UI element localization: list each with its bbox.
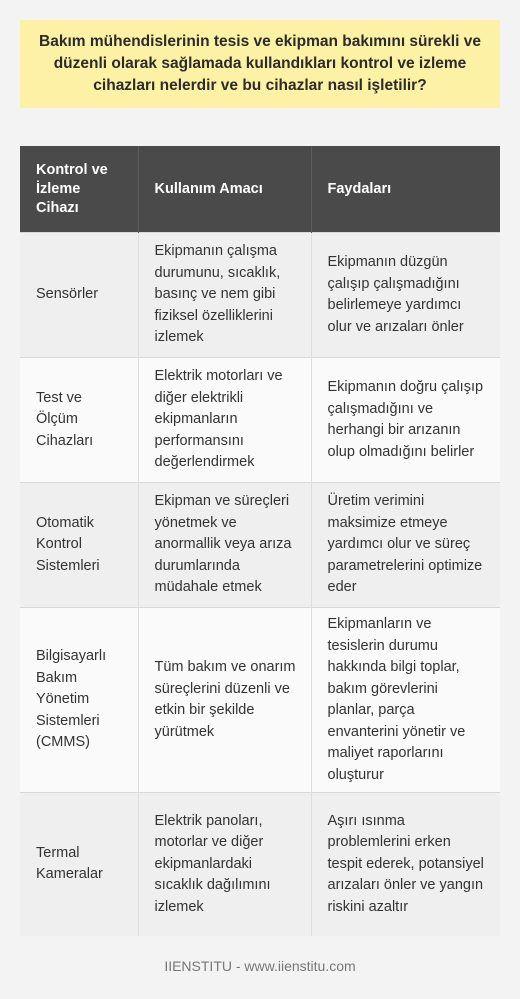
cell-benefit: Ekipmanların ve tesislerin durumu hakkında bilgi toplar, bakım görevlerini planlar, parça envanterini yönetir ve maliyet raporlarını oluşturur xyxy=(311,608,500,793)
table-header-row xyxy=(20,146,500,233)
table-row xyxy=(20,233,500,358)
cell-device: Sensörler xyxy=(20,233,138,358)
table-row xyxy=(20,483,500,608)
cell-device: Otomatik Kontrol Sistemleri xyxy=(20,483,138,608)
cell-benefit: Ekipmanın düzgün çalışıp çalışmadığını belirlemeye yardımcı olur ve arızaları önler xyxy=(311,233,500,358)
cell-benefit: Aşırı ısınma problemlerini erken tespit ederek, potansiyel arızaları önler ve yangın riskini azaltır xyxy=(311,793,500,936)
cell-device: Termal Kameralar xyxy=(20,793,138,936)
cell-purpose: Elektrik motorları ve diğer elektrikli ekipmanların performansını değerlendirmek xyxy=(138,358,311,483)
cell-device: Bilgisayarlı Bakım Yönetim Sistemleri (CMMS) xyxy=(20,608,138,793)
table-row xyxy=(20,358,500,483)
cell-purpose: Tüm bakım ve onarım süreçlerini düzenli ve etkin bir şekilde yürütmek xyxy=(138,608,311,793)
header-device: Kontrol ve İzleme Cihazı xyxy=(20,146,138,233)
cell-purpose: Elektrik panoları, motorlar ve diğer ekipmanlardaki sıcaklık dağılımını izlemek xyxy=(138,793,311,936)
header-purpose: Kullanım Amacı xyxy=(138,146,311,233)
cell-purpose: Ekipmanın çalışma durumunu, sıcaklık, basınç ve nem gibi fiziksel özelliklerini izlemek xyxy=(138,233,311,358)
cell-purpose: Ekipman ve süreçleri yönetmek ve anormallik veya arıza durumlarında müdahale etmek xyxy=(138,483,311,608)
cell-device: Test ve Ölçüm Cihazları xyxy=(20,358,138,483)
cell-benefit: Ekipmanın doğru çalışıp çalışmadığını ve herhangi bir arızanın olup olmadığını belirler xyxy=(311,358,500,483)
footer-credit: IIENSTITU - www.iienstitu.com xyxy=(164,958,356,974)
header-benefit: Faydaları xyxy=(311,146,500,233)
cell-benefit: Üretim verimini maksimize etmeye yardımcı olur ve süreç parametrelerini optimize eder xyxy=(311,483,500,608)
title-banner xyxy=(20,20,500,108)
table-row xyxy=(20,793,500,936)
table-row xyxy=(20,608,500,793)
devices-table xyxy=(20,146,500,936)
page-title: Bakım mühendislerinin tesis ve ekipman bakımını sürekli ve düzenli olarak sağlamada kullandıkları kontrol ve izleme cihazları nelerdir ve bu cihazlar nasıl işletilir? xyxy=(39,33,481,94)
